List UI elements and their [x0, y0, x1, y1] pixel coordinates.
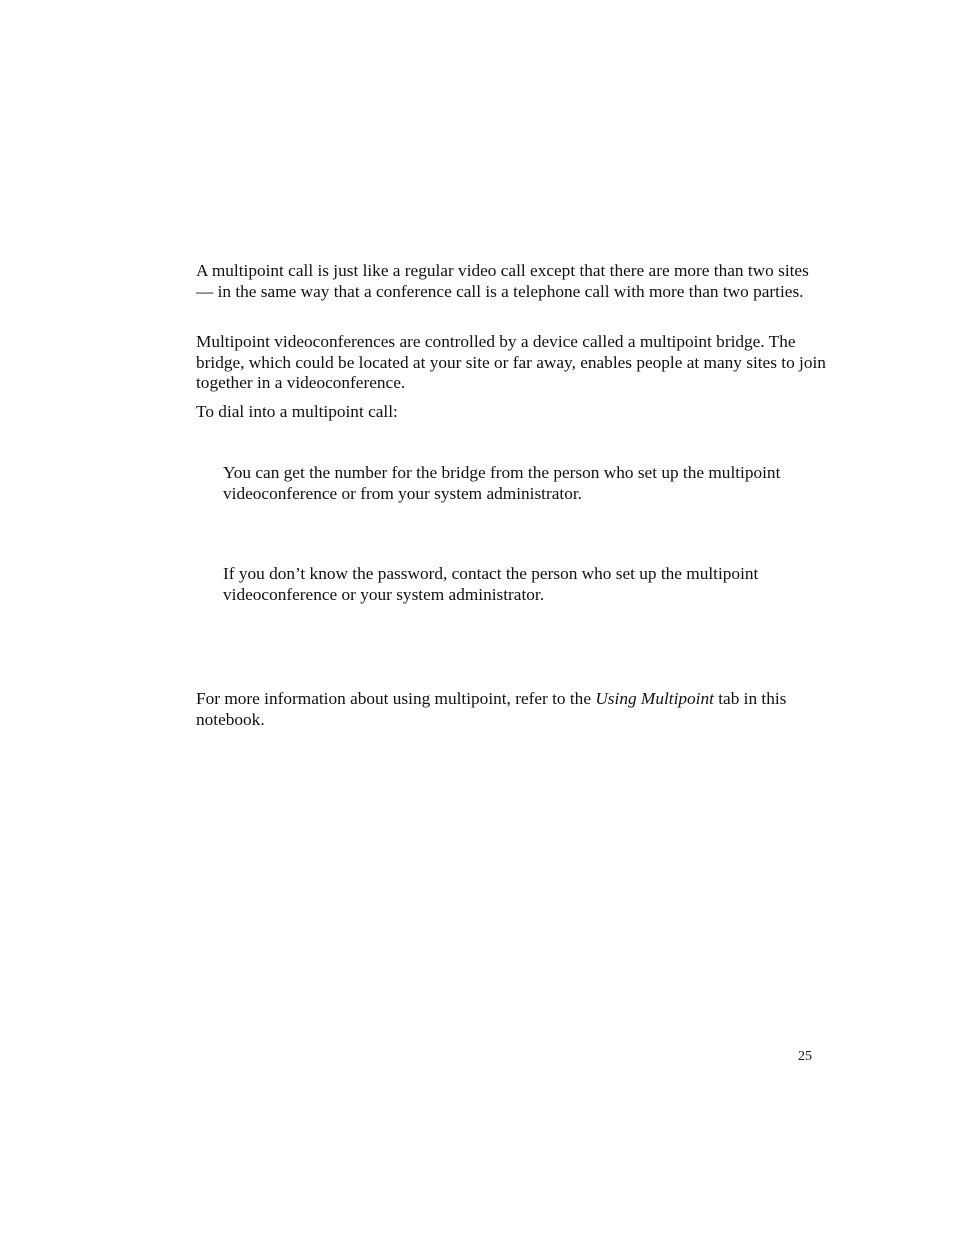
more-info-paragraph [196, 689, 826, 730]
bridge-paragraph: Multipoint videoconferences are controlled by a device called a multipoint bridge. The bridge, which could be located at your site or far away, enables people at many sites to join together in a videoconference. [196, 332, 826, 392]
more-info-suffix: tab in this notebook. [196, 689, 787, 729]
bridge-number-note: You can get the number for the bridge from the person who set up the multipoint videoconference or from your system administrator. [223, 463, 781, 503]
intro-paragraph: A multipoint call is just like a regular video call except that there are more than two sites — in the same way that a conference call is a telephone call with more than two parties. [196, 261, 809, 301]
dial-intro: To dial into a multipoint call: [196, 402, 398, 421]
more-info-prefix: For more information about using multipoint, refer to the [196, 689, 596, 708]
password-note: If you don’t know the password, contact the person who set up the multipoint videoconference or your system administrator. [223, 564, 759, 604]
more-info-reference: Using Multipoint [595, 689, 714, 708]
page-number: 25 [798, 1049, 812, 1064]
